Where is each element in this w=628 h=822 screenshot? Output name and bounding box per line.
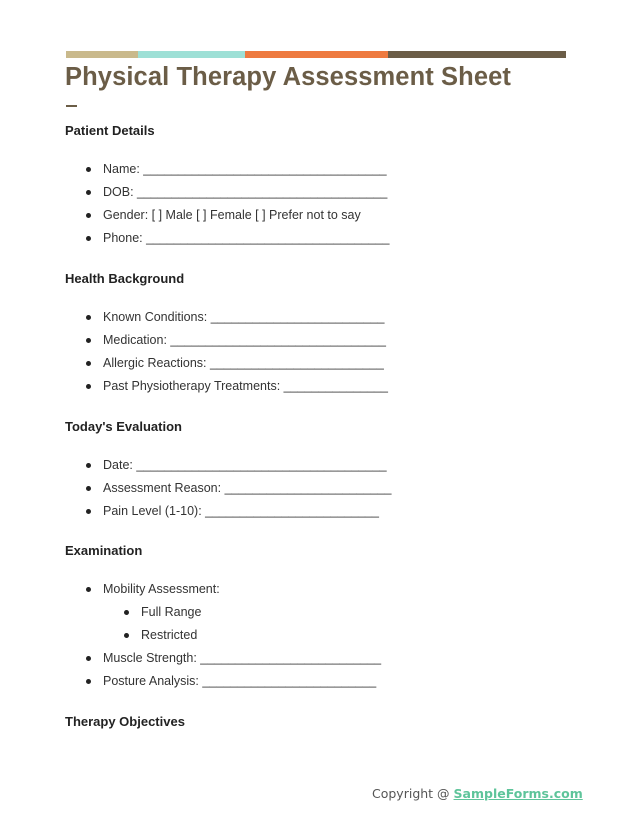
- section-heading-patient-details: Patient Details: [65, 123, 155, 138]
- list-item-pain-level: Pain Level (1-10): _________________________: [103, 504, 379, 519]
- list-item-allergic-reactions: Allergic Reactions: _________________________: [103, 356, 384, 371]
- section-heading-therapy-objectives: Therapy Objectives: [65, 714, 185, 729]
- bullet-icon: [124, 610, 129, 615]
- bullet-icon: [86, 190, 91, 195]
- title-underline-dash: [66, 105, 77, 107]
- bullet-icon: [86, 213, 91, 218]
- bullet-icon: [86, 587, 91, 592]
- color-bar-segment-brown: [388, 51, 566, 58]
- color-bar-segment-teal: [138, 51, 245, 58]
- header-color-bar: [66, 51, 566, 58]
- list-item-muscle-strength: Muscle Strength: __________________________: [103, 651, 381, 666]
- list-item-posture-analysis: Posture Analysis: _________________________: [103, 674, 376, 689]
- bullet-icon: [86, 463, 91, 468]
- list-item-medication: Medication: _______________________________: [103, 333, 386, 348]
- sub-list-item-full-range: Full Range: [141, 605, 201, 620]
- bullet-icon: [86, 167, 91, 172]
- section-heading-todays-evaluation: Today's Evaluation: [65, 419, 182, 434]
- list-item-known-conditions: Known Conditions: _________________________: [103, 310, 385, 325]
- bullet-icon: [86, 236, 91, 241]
- bullet-icon: [86, 679, 91, 684]
- list-item-mobility-assessment: Mobility Assessment:: [103, 582, 220, 597]
- bullet-icon: [86, 656, 91, 661]
- list-item-assessment-reason: Assessment Reason: ________________________: [103, 481, 391, 496]
- brand-link[interactable]: SampleForms.com: [453, 786, 583, 801]
- bullet-icon: [86, 509, 91, 514]
- bullet-icon: [86, 338, 91, 343]
- list-item-name: Name: ___________________________________: [103, 162, 387, 177]
- section-heading-examination: Examination: [65, 543, 143, 558]
- list-item-date: Date: ____________________________________: [103, 458, 387, 473]
- page-title: Physical Therapy Assessment Sheet: [65, 63, 511, 91]
- list-item-phone: Phone: ___________________________________: [103, 231, 389, 246]
- list-item-dob: DOB: ____________________________________: [103, 185, 387, 200]
- bullet-icon: [86, 361, 91, 366]
- footer-copyright: [372, 786, 583, 801]
- color-bar-segment-orange: [245, 51, 388, 58]
- bullet-icon: [86, 384, 91, 389]
- bullet-icon: [124, 633, 129, 638]
- sub-list-item-restricted: Restricted: [141, 628, 197, 643]
- list-item-gender: Gender: [ ] Male [ ] Female [ ] Prefer not to say: [103, 208, 361, 223]
- copyright-prefix: Copyright @: [372, 786, 454, 801]
- list-item-past-treatments: Past Physiotherapy Treatments: _______________: [103, 379, 388, 394]
- bullet-icon: [86, 315, 91, 320]
- section-heading-health-background: Health Background: [65, 271, 185, 286]
- bullet-icon: [86, 486, 91, 491]
- color-bar-segment-tan: [66, 51, 138, 58]
